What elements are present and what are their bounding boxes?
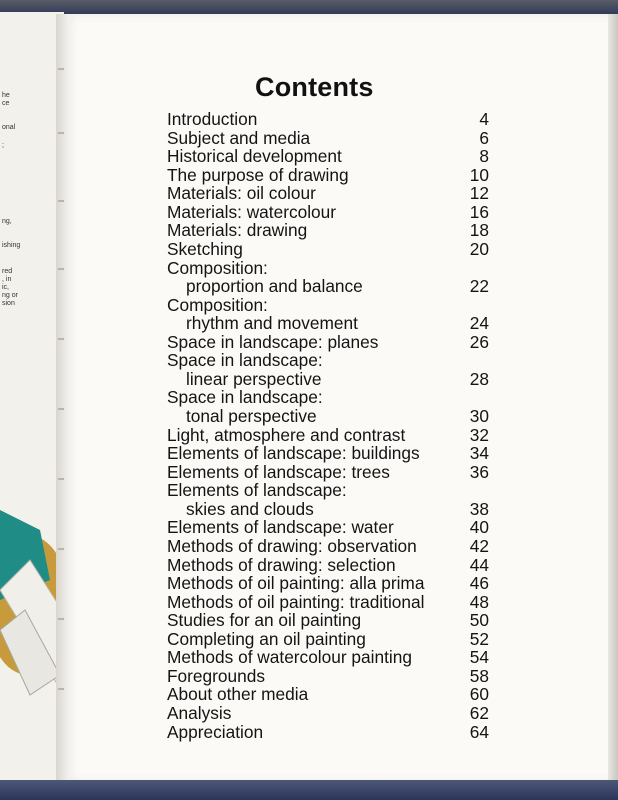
toc-entry-page: 54 xyxy=(469,647,489,668)
left-page-fragment: sion xyxy=(2,300,15,307)
toc-entry-page: 52 xyxy=(469,628,489,649)
binding-stitch xyxy=(58,68,64,70)
table-of-contents xyxy=(167,110,489,741)
toc-entry xyxy=(167,518,489,537)
toc-entry-title: Materials: oil colour xyxy=(167,183,316,204)
toc-entry-title: Methods of drawing: selection xyxy=(167,554,396,575)
toc-entry xyxy=(167,407,489,426)
toc-entry xyxy=(167,704,489,723)
left-page-fragment: onal xyxy=(2,124,16,131)
toc-entry-page: 18 xyxy=(469,220,489,241)
toc-entry xyxy=(167,110,489,129)
left-page-fragment: ce xyxy=(2,100,10,107)
toc-entry-page: 28 xyxy=(469,368,489,389)
toc-entry xyxy=(167,370,489,389)
toc-entry xyxy=(167,277,489,296)
toc-entry-page: 32 xyxy=(469,424,489,445)
toc-entry xyxy=(167,574,489,593)
toc-entry-title: Sketching xyxy=(167,238,243,259)
binding-stitch xyxy=(58,132,64,134)
toc-entry xyxy=(167,556,489,575)
toc-entry-title: Composition: xyxy=(167,294,268,315)
toc-entry-title: Composition: xyxy=(167,257,268,278)
toc-entry-page: 42 xyxy=(469,535,489,556)
toc-entry-page: 46 xyxy=(469,573,489,594)
toc-entry-title: skies and clouds xyxy=(186,498,314,519)
toc-entry-title: Elements of landscape: buildings xyxy=(167,443,420,464)
toc-entry xyxy=(167,463,489,482)
toc-entry-title: About other media xyxy=(167,684,309,705)
toc-entry xyxy=(167,426,489,445)
toc-entry-title: Methods of oil painting: traditional xyxy=(167,591,425,612)
toc-entry-title: tonal perspective xyxy=(186,406,317,426)
toc-entry-page: 58 xyxy=(469,665,489,686)
toc-entry-page: 8 xyxy=(479,146,489,167)
toc-entry xyxy=(167,537,489,556)
binding-stitch xyxy=(58,618,64,620)
book-cover-bottom xyxy=(0,780,618,800)
toc-entry-page: 6 xyxy=(479,127,489,148)
toc-entry xyxy=(167,240,489,259)
toc-entry-page: 26 xyxy=(469,331,489,352)
toc-entry-page: 24 xyxy=(469,313,489,334)
toc-entry xyxy=(167,351,489,370)
toc-entry xyxy=(167,723,489,742)
toc-entry-page: 4 xyxy=(479,109,489,129)
toc-entry-title: rhythm and movement xyxy=(186,313,358,334)
binding-stitch xyxy=(58,408,64,410)
toc-entry xyxy=(167,481,489,500)
toc-entry-title: Historical development xyxy=(167,146,342,167)
toc-entry-page: 40 xyxy=(469,517,489,538)
toc-entry-page: 10 xyxy=(469,164,489,185)
binding-stitch xyxy=(58,338,64,340)
toc-entry xyxy=(167,203,489,222)
toc-entry-page: 20 xyxy=(469,238,489,259)
toc-entry xyxy=(167,129,489,148)
toc-entry-title: Space in landscape: planes xyxy=(167,331,379,352)
left-page-fragment: he xyxy=(2,92,10,99)
page-gutter xyxy=(56,14,70,786)
toc-entry xyxy=(167,667,489,686)
toc-entry xyxy=(167,221,489,240)
toc-entry-title: Materials: watercolour xyxy=(167,201,337,222)
toc-entry-page: 60 xyxy=(469,684,489,705)
toc-entry xyxy=(167,444,489,463)
toc-entry-page: 64 xyxy=(469,721,489,742)
toc-entry xyxy=(167,611,489,630)
binding-stitch xyxy=(58,688,64,690)
toc-entry xyxy=(167,333,489,352)
toc-entry-title: Methods of watercolour painting xyxy=(167,647,412,668)
binding-stitch xyxy=(58,548,64,550)
toc-entry xyxy=(167,685,489,704)
toc-entry-title: linear perspective xyxy=(186,368,322,389)
toc-entry-title: Methods of oil painting: alla prima xyxy=(167,573,425,594)
toc-entry-title: Elements of landscape: water xyxy=(167,517,394,538)
toc-entry xyxy=(167,147,489,166)
binding-stitch xyxy=(58,200,64,202)
toc-entry-title: proportion and balance xyxy=(186,276,363,297)
toc-entry-page: 36 xyxy=(469,461,489,482)
binding-stitch xyxy=(58,268,64,270)
toc-entry-title: Studies for an oil painting xyxy=(167,610,362,631)
toc-entry-page: 30 xyxy=(469,406,489,426)
left-page-fragment: ic, xyxy=(2,284,9,291)
toc-entry xyxy=(167,630,489,649)
toc-entry-page: 44 xyxy=(469,554,489,575)
toc-entry-title: Subject and media xyxy=(167,127,311,148)
left-page-fragment: red xyxy=(2,268,13,275)
toc-entry-page: 38 xyxy=(469,498,489,519)
left-page-fragment: ng, xyxy=(2,218,12,225)
toc-entry xyxy=(167,500,489,519)
toc-entry-title: Completing an oil painting xyxy=(167,628,366,649)
toc-entry xyxy=(167,184,489,203)
toc-entry xyxy=(167,593,489,612)
toc-entry-page: 48 xyxy=(469,591,489,612)
toc-entry-title: Methods of drawing: observation xyxy=(167,535,417,556)
toc-entry-title: Elements of landscape: trees xyxy=(167,461,390,482)
toc-entry xyxy=(167,296,489,315)
toc-entry-title: The purpose of drawing xyxy=(167,164,349,185)
toc-entry xyxy=(167,314,489,333)
toc-entry-title: Space in landscape: xyxy=(167,350,323,371)
toc-entry-title: Appreciation xyxy=(167,721,264,742)
toc-entry-title: Foregrounds xyxy=(167,665,265,686)
toc-entry-page: 62 xyxy=(469,703,489,723)
left-page-fragment: ; xyxy=(2,142,4,149)
toc-entry xyxy=(167,259,489,278)
toc-entry-page: 50 xyxy=(469,610,489,631)
toc-entry xyxy=(167,388,489,407)
toc-entry-page: 16 xyxy=(469,201,489,222)
toc-entry-page: 22 xyxy=(469,276,489,297)
toc-entry xyxy=(167,648,489,667)
left-page-fragment: ishing xyxy=(2,242,21,249)
toc-entry-title: Analysis xyxy=(167,703,232,723)
toc-entry-title: Elements of landscape: xyxy=(167,480,347,501)
toc-entry-title: Space in landscape: xyxy=(167,387,323,408)
left-page-fragment: , in xyxy=(2,276,12,283)
left-page-fragment: ng or xyxy=(2,292,18,299)
binding-stitch xyxy=(58,478,64,480)
page-title: Contents xyxy=(255,72,374,102)
page-edge xyxy=(608,14,618,782)
toc-entry-title: Materials: drawing xyxy=(167,220,308,241)
toc-entry-page: 34 xyxy=(469,443,489,464)
toc-entry xyxy=(167,166,489,185)
toc-entry-page: 12 xyxy=(469,183,489,204)
toc-entry-title: Light, atmosphere and contrast xyxy=(167,424,406,445)
toc-entry-title: Introduction xyxy=(167,109,258,129)
